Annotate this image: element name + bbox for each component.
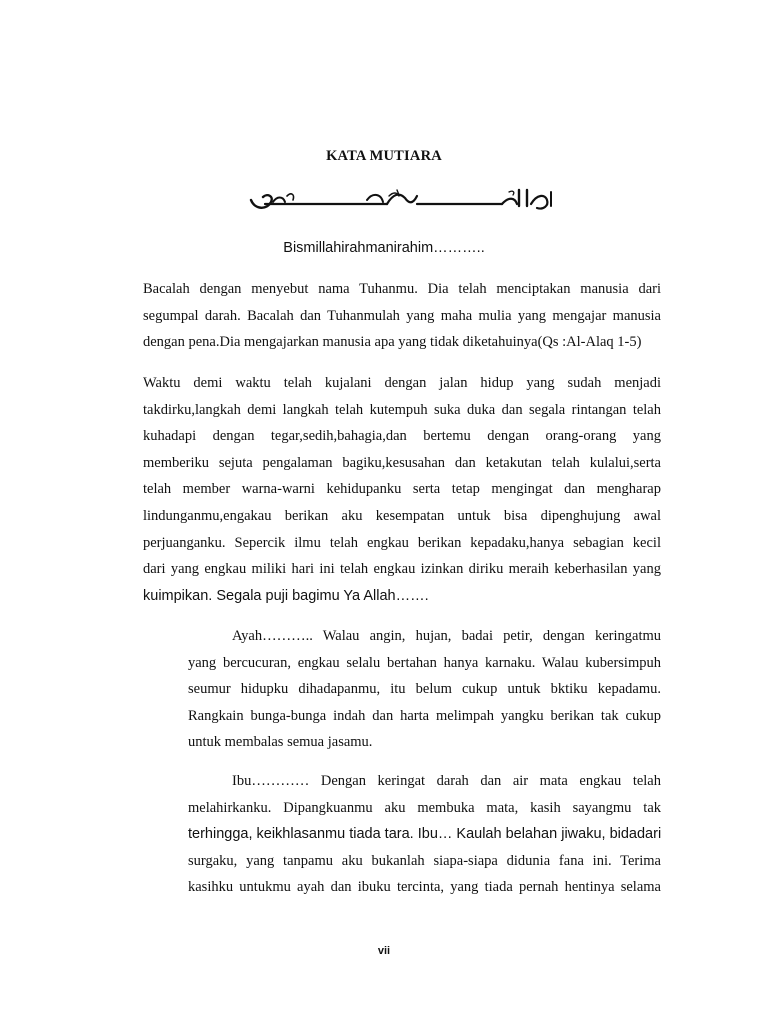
text-line: Waktu demi waktu telah kujalani dengan jalan hidup yang sudah menjadi <box>143 375 661 391</box>
text-line: dengan pena.Dia mengajarkan manusia apa yang tidak diketahuinya(Qs :Al-Alaq 1-5) <box>143 334 642 351</box>
bismillah-text: Bismillahirahmanirahim……….. <box>283 240 485 256</box>
text-line: Rangkain bunga-bunga indah dan harta melimpah yangku berikan tak cukup <box>188 707 661 724</box>
text-line: kuhadapi dengan tegar,sedih,bahagia,dan bertemu dengan orang-orang yang <box>143 428 661 445</box>
text-line: untuk membalas semua jasamu. <box>188 734 373 751</box>
paragraph-ayah <box>188 623 661 756</box>
text-line: kasihku untukmu ayah dan ibuku tercinta, yang tiada pernah hentinya selama <box>188 879 661 896</box>
text-line: segumpal darah. Bacalah dan Tuhanmulah yang maha mulia yang mengajar manusia <box>143 307 661 324</box>
text-line: perjuanganku. Sepercik ilmu telah engkau berikan kepadaku,hanya sebagian kecil <box>143 534 661 551</box>
paragraph-ibu <box>188 768 661 901</box>
text-line: kuimpikan. Segala puji bagimu Ya Allah……. <box>143 587 429 604</box>
text-line: surgaku, yang tanpamu aku bukanlah siapa-siapa didunia fana ini. Terima <box>188 852 661 869</box>
text-line: seumur hidupku dihadapanmu, itu belum cukup untuk bktiku kepadamu. <box>188 681 661 698</box>
text-line: memberiku sejuta pengalaman bagiku,kesusahan dan ketakutan telah kulalui,serta <box>143 454 661 471</box>
text-line: lindunganmu,engakau berikan aku kesempatan untuk bisa dipenghujung awal <box>143 507 661 524</box>
paragraph-life-journey <box>143 370 661 609</box>
text-line: dari yang engkau miliki hari ini telah engkau izinkan diriku meraih keberhasilan yang <box>143 561 661 578</box>
text-line: Ayah……….. Walau angin, hujan, badai petir, dengan keringatmu <box>232 628 661 644</box>
bismillah-calligraphy-icon <box>247 186 557 216</box>
text-line: yang bercucuran, engkau selalu bertahan hanya karnaku. Walau kubersimpuh <box>188 654 661 671</box>
text-line: Ibu………… Dengan keringat darah dan air mata engkau telah <box>232 773 661 789</box>
text-line: telah member warna-warni kehidupanku serta tetap mengingat dan mengharap <box>143 481 661 498</box>
text-line: takdirku,langkah demi langkah telah kutempuh suka duka dan segala rintangan telah <box>143 401 661 418</box>
text-line: melahirkanku. Dipangkuanmu aku membuka mata, kasih sayangmu tak <box>188 799 661 816</box>
page-number: vii <box>377 945 391 957</box>
text-line: terhingga, keikhlasanmu tiada tara. Ibu… Kaulah belahan jiwaku, bidadari <box>188 826 662 843</box>
paragraph-quran-quote <box>143 276 661 356</box>
text-line: Bacalah dengan menyebut nama Tuhanmu. Dia telah menciptakan manusia dari <box>143 281 661 297</box>
page-title: KATA MUTIARA <box>326 148 442 164</box>
